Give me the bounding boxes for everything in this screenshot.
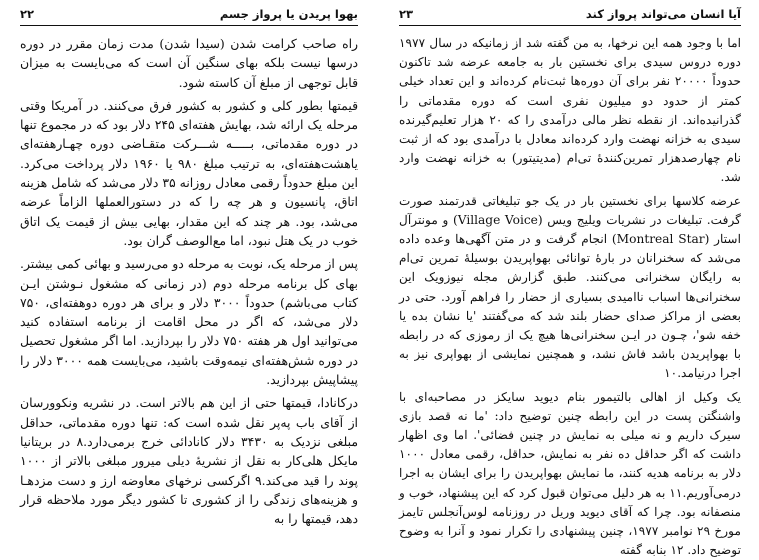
left-paragraph-4: درکانادا، قیمتها حتی از این هم بالاتر است. در نشریه ونکوورسان از آقای باب په‌پر نقل شده است که: تنها دوره مقدماتی، حداقل مبلغی نزدیک به ۳۴۳۰ دلار کانادائی خرج برمی‌دارد.۸ در بریتانیا مایکل هلی‌کار به نقل از نشریهٔ دیلی میرور مبلغی بالاتر از ۱۰۰۰ پوند را قید می‌کند.۹ اگرکسی نرخهای معاوضه ارز و دست مزدهـا و هزینه‌های زندگی را از کشوری تا کشور دیگر مورد ملاحظه قرار دهد، قیمتها را به [20,395,358,527]
left-running-title: بهوا پریدن یا پرواز جسم [219,7,358,21]
left-paragraph-1: راه صاحب کرامت شدن (سیدا شدن) مدت زمان مقرر در دوره درسها نیست بلکه بهای سنگین آن است که می‌بایست به میزان قابل توجهی از مبلغ آن کاسته شود. [20,36,358,90]
right-paragraph-1: اما با وجود همه این نرخها، به من گفته شد از زمانیکه در سال ۱۹۷۷ دوره دروس سیدی برای نخستین بار به جامعه عرضه شد تاکنون حدوداً ۲۰۰۰۰ نفر برای آن دوره‌ها ثبت‌نام کرده‌اند و این تعداد خیلی کمتر از حدود دو میلیون نفری است که دوره مقدماتی را گذرانیده‌اند. از نقطه نظر مالی درآمدی را که ۲۰ هزار تعلیم‌گیرنده سیدی به خزانه نهضت وارد کرده‌اند معادل با درآمدی بود که از ثبت نام چهارصدهزار تمرین‌کنندهٔ تی‌ام (مدیتیتور) به خزانه نهضت وارد شد. [399,36,742,185]
left-page [0,0,372,544]
left-header-rule [20,25,358,26]
right-running-title: آیا انسان می‌تواند پرواز کند [585,7,741,21]
right-body-text [399,34,741,560]
right-page-number: ۲۳ [399,7,414,21]
right-running-head [399,6,741,23]
right-paragraph-2: عرضه کلاسها برای نخستین بار در یک جو تبلیغاتی قدرتمند صورت گرفت. تبلیغات در نشریات ویلیج ویس (Village Voice) و مونترآل استار (Montreal Star) انجام گرفت و در متن آگهی‌ها وعده داده می‌شد که سخنرانان در بارهٔ توانائی بهواپریدن بوسیلهٔ تمرین تی‌ام به رایگان سخنرانی می‌کنند. طبق گزارش مجله نیوزویک این سخنرانی‌ها اسباب ناامیدی بسیاری از حضار را فراهم آورد. حتی در بعضی از مراکز صدای حضار بلند شد که می‌گفتند 'یا نشان بده یا خفه شو'، چـون در ایـن سخنرانی‌ها هیچ یک از رموزی که در رابطه با بهواپریدن باشد فاش نشد، و همچنین نمایشی از بهواپری نیز به اجرا درنیامد.۱۰ [399,193,741,381]
right-header-rule [399,25,741,26]
book-gutter [372,0,387,544]
left-paragraph-3: پس از مرحله یک، نوبت به مرحله دو می‌رسید و بهائی کمی بیشتر. بهای کل برنامه مرحله دوم (در زمانی که مشغول نـوشتن ایـن کتاب می‌باشم) حدوداً ۳۰۰۰ دلار و برای هر دوره دوهفته‌ای، ۷۵۰ دلار می‌شد، که اگر در محل اقامت از برنامه استفاده کنید می‌توانید اول هر هفته ۷۵۰ دلار را بپردازید. اما اگر مشغول تحصیل در دوره شش‌هفته‌ای نیمه‌وقت باشید، می‌بایست همه ۳۰۰۰ دلار را پیشاپیش بپردازید. [20,256,359,388]
right-page [387,0,759,558]
left-body-text [20,34,358,528]
right-paragraph-3: یک وکیل از اهالی بالتیمور بنام دیوید سایکز در مصاحبه‌ای با واشنگتن پست در این رابطه چنین توضیح داد: 'ما نه قصد بازی سیرک داریم و نه میلی به نمایش در چنین فضائی'. اما وی اظهار داشت که اگر حداقل ده نفر به نمایش، حداقل، رقمی معادل ۱۰۰۰ دلار به برنامه هدیه کنند، ما نمایش بهواپریدن را برای ایشان به اجرا درمی‌آوریم.۱۱ به هر دلیل می‌توان قبول کرد که این پیشنهاد، خوب و منصفانه بود. چرا که آقای دیوید وریل در روزنامه لوس‌آنجلس تایمز مورخ ۲۹ نوامبر ۱۹۷۷، چنین پیشنهادی را تکرار نمود و آنرا به وضوح توضیح داد. ۱۲ بنابه گفته [399,389,741,558]
left-running-head [20,6,358,23]
left-page-number: ۲۲ [20,7,35,21]
left-paragraph-2: قیمتها بطور کلی و کشور به کشور فرق می‌کنند. در آمریکا وقتی مرحله یک ارائه شد، بهایش هفته‌ای ۲۴۵ دلار بود که در مجموع تنها در دوره مقدماتی، بـــــه شـــرکت متقـاضی دوره چهـارهفته‌ای یاهشت‌هفته‌ای، به ترتیب مبلغ ۹۸۰ یا ۱۹۶۰ دلار پرداخت می‌کرد. این مبلغ حدوداً رقمی معادل روزانه ۳۵ دلار می‌شد که شامل هزینه اتاق، پانسیون و هر چه را که در دستورالعملها الزاماً عرضه می‌شد، بود. هر چند که این مقدار، بهایی بیش از قیمت یک اتاق خوب در یک هتل نبود، اما مع‌الوصف گران بود. [20,97,358,248]
